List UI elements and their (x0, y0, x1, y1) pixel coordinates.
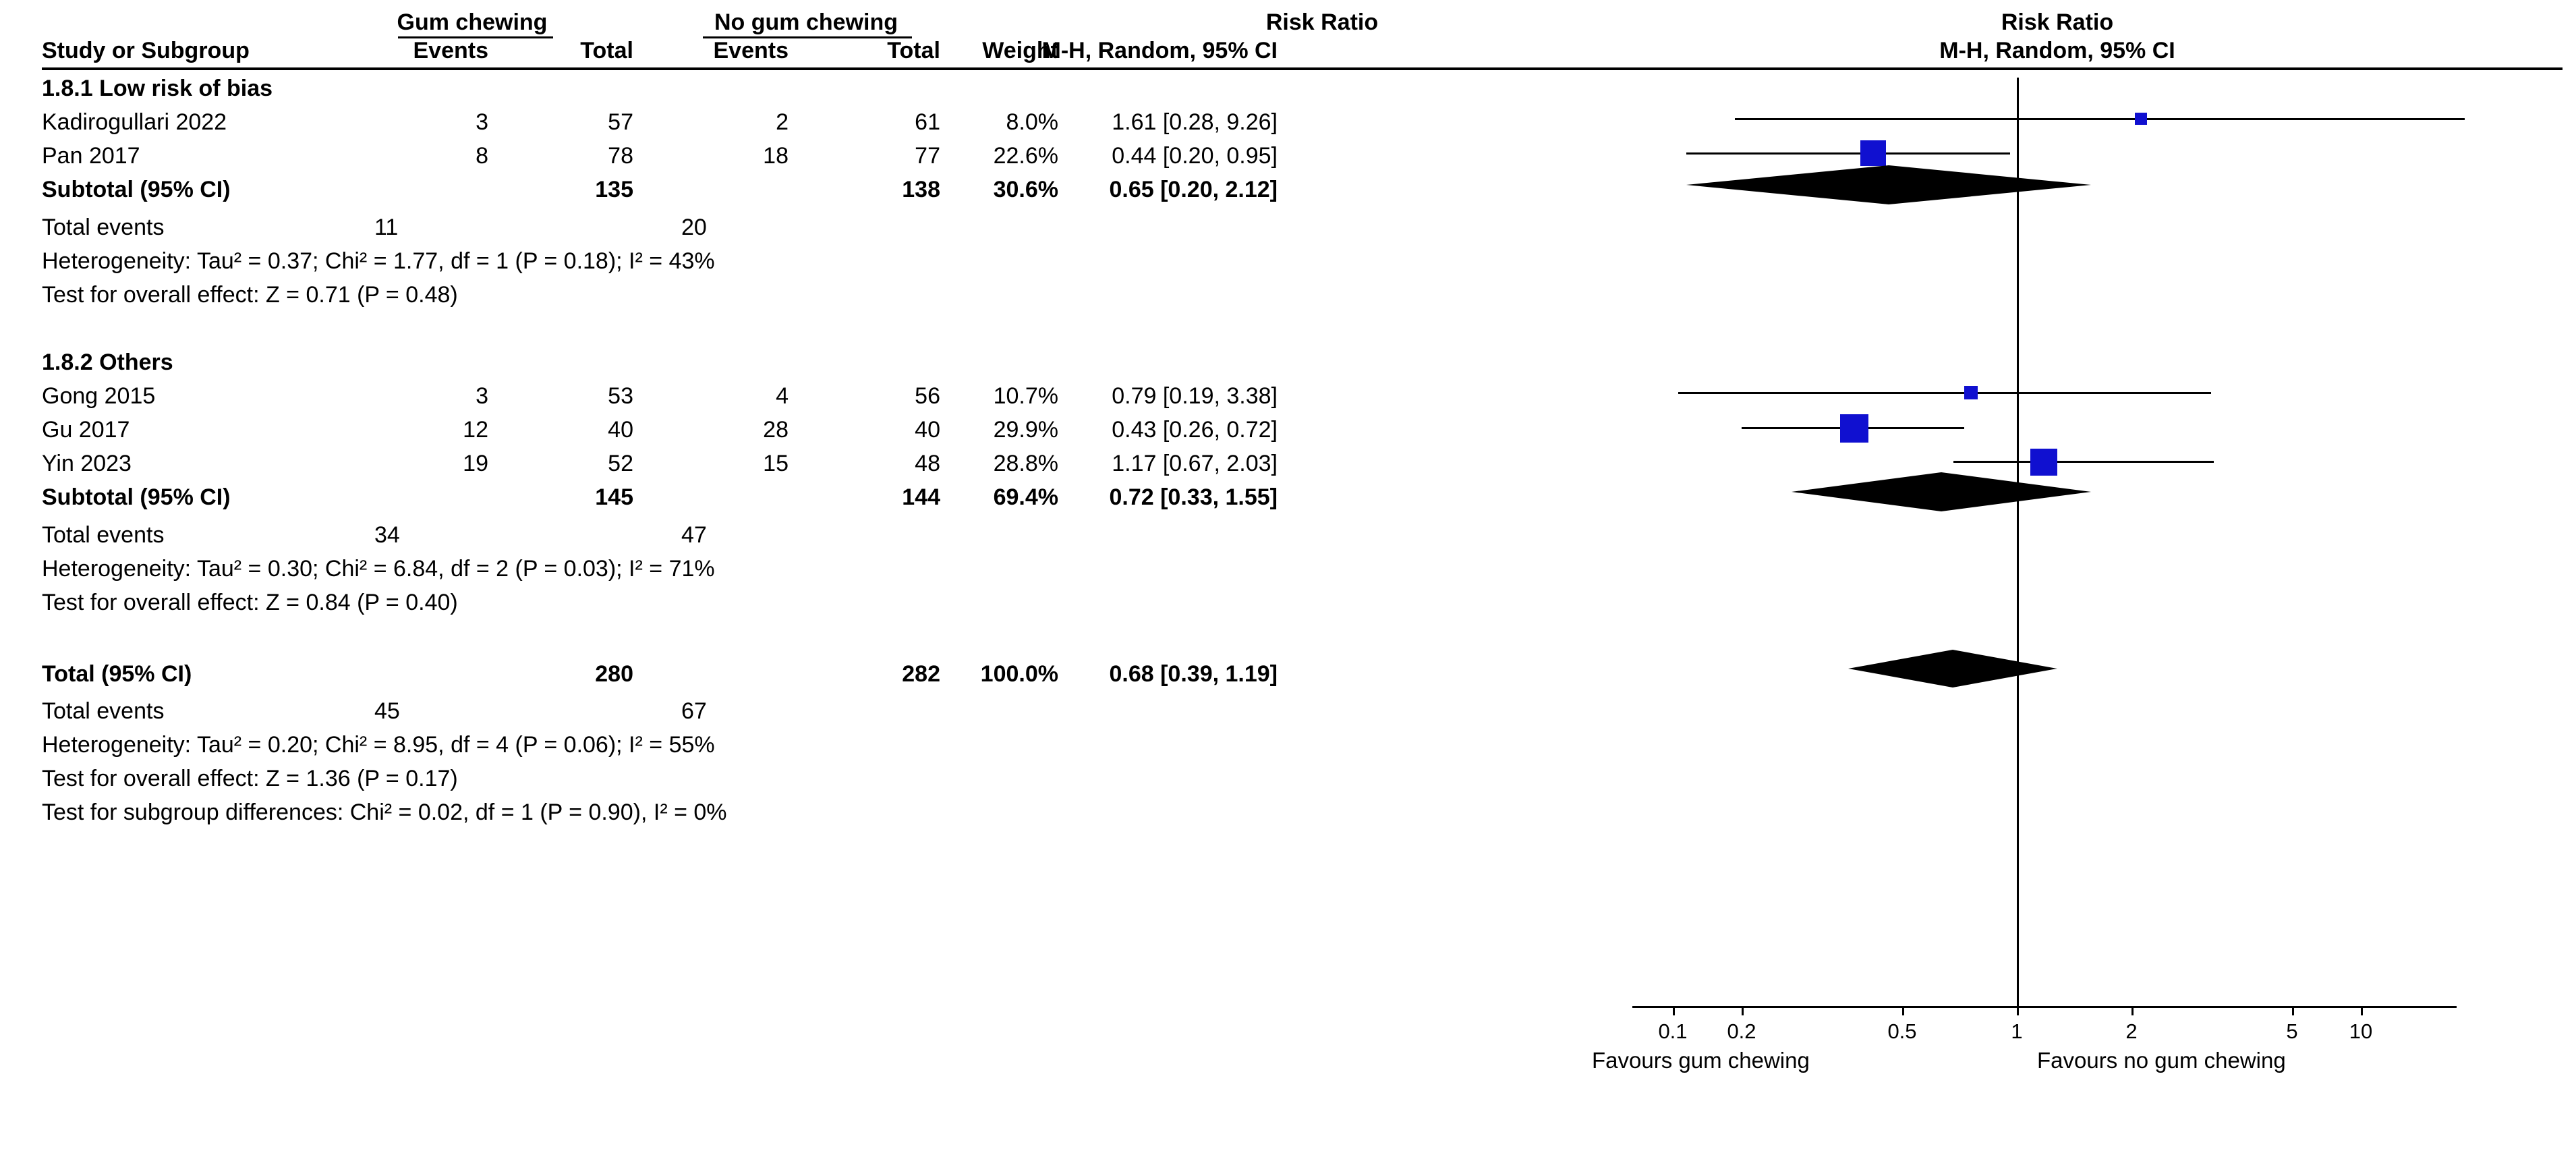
total-events-2: 67 (681, 698, 707, 724)
axis-tick-label: 0.1 (1658, 1019, 1688, 1043)
study-events2: 28 (763, 417, 789, 443)
study-total2: 56 (915, 383, 940, 409)
study-total1: 52 (608, 451, 633, 476)
total-total2: 282 (902, 661, 940, 687)
total-total1: 280 (595, 661, 633, 687)
study-weight: 22.6% (993, 143, 1058, 169)
forest-plot-area (1565, 78, 2550, 1076)
axis-tick-label: 1 (2011, 1019, 2023, 1043)
subtotal-weight: 30.6% (993, 177, 1058, 202)
total-events-2: 20 (681, 215, 707, 240)
total-events-label: Total events (42, 215, 165, 240)
header-events2: Events (713, 38, 789, 63)
study-total2: 48 (915, 451, 940, 476)
axis-tick (1673, 1006, 1675, 1015)
total-weight: 100.0% (980, 661, 1058, 687)
axis-tick (1902, 1006, 1904, 1015)
total-events-label: Total events (42, 698, 165, 724)
study-marker (1860, 140, 1886, 166)
total-diamond (1848, 650, 2057, 687)
subgroup-1-label: 1.8.1 Low risk of bias (42, 76, 273, 101)
study-events1: 12 (463, 417, 488, 443)
total-label: Total (95% CI) (42, 661, 192, 687)
subtotal-diamond (1792, 472, 2091, 511)
total-events-1: 11 (374, 215, 399, 240)
study-total2: 61 (915, 109, 940, 135)
heterogeneity-text: Heterogeneity: Tau² = 0.20; Chi² = 8.95, df = 4 (P = 0.06); I² = 55% (42, 732, 715, 758)
study-weight: 10.7% (993, 383, 1058, 409)
subtotal-total2: 138 (902, 177, 940, 202)
study-marker (1840, 414, 1868, 443)
study-total2: 77 (915, 143, 940, 169)
study-rr: 1.17 [0.67, 2.03] (1112, 451, 1278, 476)
study-name: Pan 2017 (42, 143, 140, 169)
study-events1: 3 (476, 109, 488, 135)
header-total1: Total (580, 38, 633, 63)
subgroup-differences-text: Test for subgroup differences: Chi² = 0.02, df = 1 (P = 0.90), I² = 0% (42, 799, 727, 825)
favours-right-label: Favours no gum chewing (2037, 1048, 2286, 1073)
study-total2: 40 (915, 417, 940, 443)
axis-tick-label: 10 (2349, 1019, 2373, 1043)
axis-tick-label: 2 (2125, 1019, 2138, 1043)
header-group1: Gum chewing (397, 9, 548, 35)
heterogeneity-text: Heterogeneity: Tau² = 0.37; Chi² = 1.77, df = 1 (P = 0.18); I² = 43% (42, 248, 715, 274)
study-total1: 57 (608, 109, 633, 135)
study-marker (1964, 386, 1978, 399)
study-events2: 4 (776, 383, 789, 409)
subtotal-weight: 69.4% (993, 484, 1058, 510)
study-events1: 3 (476, 383, 488, 409)
subtotal-rr: 0.72 [0.33, 1.55] (1109, 484, 1278, 510)
overall-effect-text: Test for overall effect: Z = 0.71 (P = 0.48) (42, 282, 458, 308)
study-events1: 19 (463, 451, 488, 476)
subgroup-2-label: 1.8.2 Others (42, 349, 173, 375)
total-events-2: 47 (681, 522, 707, 548)
study-name: Gu 2017 (42, 417, 130, 443)
study-rr: 1.61 [0.28, 9.26] (1112, 109, 1278, 135)
subtotal-diamond (1686, 165, 2091, 204)
header-events1: Events (413, 38, 488, 63)
study-marker (2135, 113, 2147, 125)
overall-effect-text: Test for overall effect: Z = 0.84 (P = 0.40) (42, 590, 458, 615)
subtotal-rr: 0.65 [0.20, 2.12] (1109, 177, 1278, 202)
axis-tick (2017, 1006, 2019, 1015)
study-name: Kadirogullari 2022 (42, 109, 227, 135)
total-events-1: 45 (374, 698, 400, 724)
axis-tick-label: 5 (2286, 1019, 2298, 1043)
null-effect-line (2017, 78, 2019, 1006)
study-total1: 53 (608, 383, 633, 409)
header-rr-table: Risk Ratio (1265, 9, 1379, 35)
header-model-table: M-H, Random, 95% CI (1041, 38, 1278, 63)
total-rr: 0.68 [0.39, 1.19] (1109, 661, 1278, 687)
header-weight: Weight (982, 38, 1058, 63)
study-total1: 78 (608, 143, 633, 169)
study-marker (2030, 449, 2057, 476)
overall-effect-text: Test for overall effect: Z = 1.36 (P = 0.17) (42, 766, 458, 791)
study-rr: 0.43 [0.26, 0.72] (1112, 417, 1278, 443)
study-events2: 2 (776, 109, 789, 135)
subtotal-label: Subtotal (95% CI) (42, 177, 231, 202)
study-events2: 18 (763, 143, 789, 169)
study-total1: 40 (608, 417, 633, 443)
study-weight: 29.9% (993, 417, 1058, 443)
axis-tick (2361, 1006, 2363, 1015)
heterogeneity-text: Heterogeneity: Tau² = 0.30; Chi² = 6.84, df = 2 (P = 0.03); I² = 71% (42, 556, 715, 582)
study-events2: 15 (763, 451, 789, 476)
subtotal-total2: 144 (902, 484, 940, 510)
study-ci-line (1678, 392, 2211, 394)
total-events-1: 34 (374, 522, 400, 548)
x-axis (1632, 1006, 2457, 1008)
axis-tick-label: 0.2 (1727, 1019, 1756, 1043)
study-name: Yin 2023 (42, 451, 132, 476)
favours-left-label: Favours gum chewing (1592, 1048, 1810, 1073)
axis-tick (2131, 1006, 2134, 1015)
study-ci-line (1953, 461, 2214, 463)
study-weight: 8.0% (1006, 109, 1058, 135)
header-rr-plot: Risk Ratio (2001, 9, 2114, 35)
axis-tick (2292, 1006, 2294, 1015)
axis-tick (1742, 1006, 1744, 1015)
study-events1: 8 (476, 143, 488, 169)
header-model-plot: M-H, Random, 95% CI (1939, 38, 2175, 63)
header-rule (42, 67, 2563, 70)
study-name: Gong 2015 (42, 383, 156, 409)
study-ci-line (1735, 118, 2465, 120)
study-ci-line (1686, 152, 2010, 155)
subtotal-total1: 145 (595, 484, 633, 510)
total-events-label: Total events (42, 522, 165, 548)
study-weight: 28.8% (993, 451, 1058, 476)
header-group2: No gum chewing (714, 9, 898, 35)
study-rr: 0.79 [0.19, 3.38] (1112, 383, 1278, 409)
header-study: Study or Subgroup (42, 38, 250, 63)
subtotal-label: Subtotal (95% CI) (42, 484, 231, 510)
subtotal-total1: 135 (595, 177, 633, 202)
header-total2: Total (887, 38, 940, 63)
axis-tick-label: 0.5 (1887, 1019, 1917, 1043)
study-rr: 0.44 [0.20, 0.95] (1112, 143, 1278, 169)
